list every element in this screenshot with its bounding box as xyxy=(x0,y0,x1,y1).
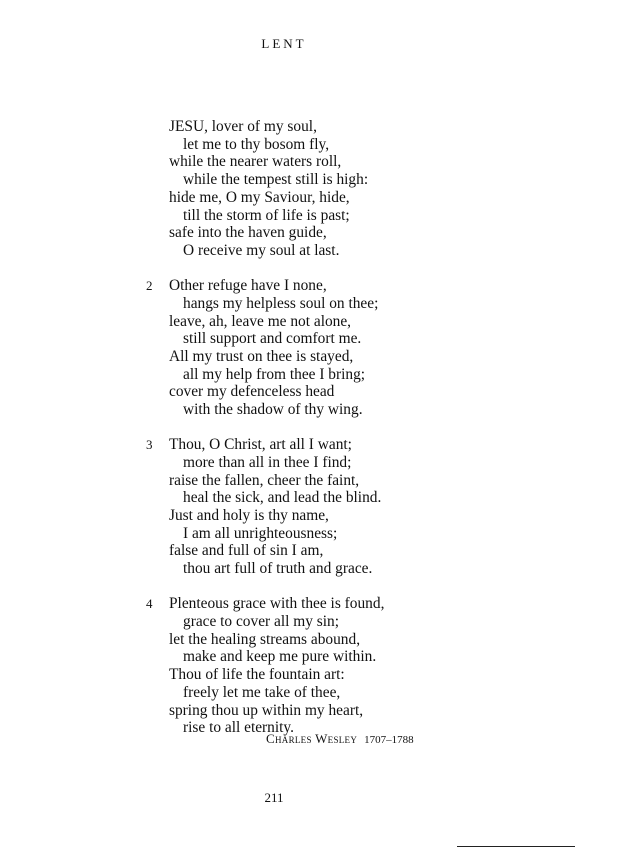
verse-lines xyxy=(169,277,446,419)
verse-number: 4 xyxy=(146,596,153,612)
page-number: 211 xyxy=(264,790,284,805)
hymn-line: O receive my soul at last. xyxy=(183,241,340,259)
hymn-line: spring thou up within my heart, xyxy=(169,701,364,719)
hymn-line: let the healing streams abound, xyxy=(169,630,361,648)
hymn-line: still support and comfort me. xyxy=(183,330,362,348)
author-dates: 1707–1788 xyxy=(364,734,414,746)
hymn-line: JESU, lover of my soul, xyxy=(169,118,317,135)
verse xyxy=(146,277,446,419)
hymn-line: raise the fallen, cheer the faint, xyxy=(169,471,360,489)
footer-rule xyxy=(457,846,575,847)
verse xyxy=(146,436,446,578)
verse-lines xyxy=(169,595,446,737)
hymn-line: thou art full of truth and grace. xyxy=(183,560,373,578)
hymn-line: false and full of sin I am, xyxy=(169,542,324,560)
hymn-line: Other refuge have I none, xyxy=(169,277,327,295)
hymn-line: Just and holy is thy name, xyxy=(169,507,329,525)
hymn-line: till the storm of life is past; xyxy=(183,206,350,224)
verse-lines xyxy=(169,118,446,260)
hymn-line: more than all in thee I find; xyxy=(183,453,352,471)
hymn-line: cover my defenceless head xyxy=(169,383,335,401)
hymn-line: rise to all eternity. xyxy=(183,719,294,737)
hymn-line: freely let me take of thee, xyxy=(183,683,341,701)
hymn-text xyxy=(146,118,446,755)
verse-lines xyxy=(169,436,446,578)
author-name: Charles Wesley xyxy=(266,731,358,746)
hymn-line: I am all unrighteousness; xyxy=(183,524,338,542)
hymn-line: All my trust on thee is stayed, xyxy=(169,347,354,365)
hymn-line: while the tempest still is high: xyxy=(183,171,369,189)
hymn-line: grace to cover all my sin; xyxy=(183,613,339,631)
hymn-line: hangs my helpless soul on thee; xyxy=(183,294,379,312)
hymn-line: make and keep me pure within. xyxy=(183,648,377,666)
hymn-line: all my help from thee I bring; xyxy=(183,365,366,383)
hymn-line: Thou, O Christ, art all I want; xyxy=(169,436,352,454)
verse xyxy=(146,118,446,260)
hymn-line: leave, ah, leave me not alone, xyxy=(169,312,352,330)
hymn-line: with the shadow of thy wing. xyxy=(183,401,363,419)
attribution xyxy=(266,730,414,748)
hymn-line: hide me, O my Saviour, hide, xyxy=(169,188,350,206)
verse xyxy=(146,595,446,737)
hymn-line: while the nearer waters roll, xyxy=(169,153,342,171)
hymn-line: Thou of life the fountain art: xyxy=(169,666,345,684)
verse-number: 3 xyxy=(146,437,153,453)
hymn-line: safe into the haven guide, xyxy=(169,224,327,242)
page-header: LENT xyxy=(261,36,307,51)
hymn-line: Plenteous grace with thee is found, xyxy=(169,595,385,613)
hymn-line: let me to thy bosom fly, xyxy=(183,135,330,153)
verse-number: 2 xyxy=(146,278,153,294)
hymn-line: heal the sick, and lead the blind. xyxy=(183,489,382,507)
